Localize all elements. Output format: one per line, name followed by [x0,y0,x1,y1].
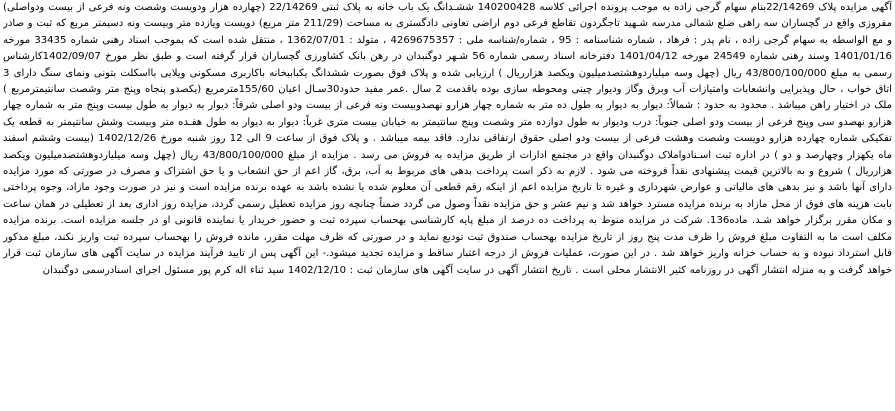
auction-notice [3,0,892,411]
auction-notice-text: آگهی مزایده پلاک 22/14269بنام سهام گرجی زاده به موجب پرونده اجرائی کلاسه 140200428 ششـدانگ یک باب خانه به پلاک ثبتی 22/14269 (چهارده هزار ودویست وشصت ونه فرعی از بیست ودواصلی) مفروزی واقع در گچساران سه راهی ضلع شمالی مدرسه شـهید تاجگردون تقاطع فرعی دوم اراضی تعاونی دادگستری به مساحت (211/29 متر مربع) دویست ویازده متر وبیست ونه دسیمتر مربع که ثبت و صادر و مع الواسطه به سهام گرجی زاده ، نام پدر : فرهاد ، شماره شناسنامه : 95 ، شماره/شناسه ملی : 4269675357 ، متولد : 1362/07/01 ، منتقل شده است که بموجب اسناد رهنی شماره 33435 مورخه 1401/01/16 وسند رهنی شماره 24549 مورخه 1401/04/12 دفترخانه اسناد رسمی شماره 56 شـهر دوگنبدان در رهن بانک کشاورزی گچساران قرار گرفته است و طبق نظر مورخ 1402/09/07کارشناس رسمی به مبلغ 43/800/100/000 ریال (چهل وسه میلیاردوهشتصدمیلیون ویکصد هزارریال ) ارزیابی شده و پلاک فوق بصورت ششدانگ یکباببخانه باکاربری مسکونی ویلایی بااسکلت بتونی ونمای سنگ دارای 3 اتاق خواب ، حال وپذیرایی وانشعابات وامتیازات آب وبرق وگاز ودیوار چینی ومحوطه سازی بوده باقدمت 2 سال .عمر مفید حدود30سـال اعیان 155/60مترمربع (یکصدو پنجاه وپنج متر وشصت سانتیمترمربع ) ملک در اختیار راهن میباشد . محدود به حدود : شمالاً: دیوار به دیوار به طول ده متر به شماره چهار هزارو نهصدوبیست ونه فرعی از بیست ودو اصلی شرقاً: دیوار به دیوار به طول بیست وپنج متر به شماره چهار هزارو نهصدو سی وپنج فرعی از بیست ودو اصلی جنوباً: درب وديوار به طول دوازده متر وشصت وپنج سانتیمتر به خیابان بیست متری غرباً: دیوار به دیوار به طول هفـده متر وبیست وشش سانتیمتر به قطعه یک تفکیکی شماره چهارده هزارو دویست وشصت وهشت فرعی از بیست ودو اصلی حقوق ارتفاقی ندارد. فاقد بیمه میباشد . و پلاک فوق از ساعت 9 الی 12 روز شنبه مورخ 1402/12/26 (بیست وششم اسفند ماه یکهزار وچهارصد و دو ) در اداره ثبت اسـنادواملاک دوگنبدان واقع در مجتمع ادارات از طریق مزایده به فروش می رسد . مزایده از مبلغ 43/800/100/000 ریال (چهل وسه میلیاردوهشتصدمیلیون ویکصد هزارریال ) شروع و به بالاترین قیمت پیشنهادی نقداً فروخته می شود . لازم به ذکر است پرداخت بدهی های مربوط به آب، برق، گاز اعم از حق انشعاب و یا حق اشتراک و مصرف در صورتی که مورد مزایده دارای آنها باشد و نیز بدهی های مالیاتی و عوارض شهرداری و غیره تا تاریخ مزایده اعم از اینکه رقم قطعی آن معلوم شده یا نشده باشد به عهده برنده مزایده است و نیز در صورت وجود مازاد، وجوه پرداختی بابت هزینه های فوق از محل مازاد به برنده مزایده مسترد خواهد شد و نیم عشر و حق مزایده نقداً وصول می گردد ضمناً چنانچه روز مزایده تعطیل رسمی گردد، مزایده روز اداری بعد از تعطیلی در همان ساعت و مکان مقرر برگزار خواهد شـد. ماده136. شرکت در مزایده منوط به پرداخت ده درصد از مبلغ پایه کارشناسی بهحساب سپرده ثبت و حضور خریدار یا نماینده قانونی او در جلسه مزایده است. برنده مزایده مکلف است ما به التفاوت مبلغ فروش را ظرف مدت پنج روز از تاریخ مزایده بهحساب صندوق ثبت تودیع نماید و در صورتی که ظرف مهلت مقرر، مانده فروش را بهحساب سپرده ثبت واریز نکند، مبلغ مذکور قابل استرداد نبوده و به حساب خزانه واریز خواهد شد . در این صورت، عملیات فروش از درجه اعتبار ساقط و مزایده تجدید میشود.- این آگهی پس از تایید فرآیند مزایده در سایت آگهی های سازمان ثبت قرار خواهد گرفت و به منزله انتشار آگهی در روزنامه کثیر الانتشار محلی است . تاریخ انتشار آگهی در سایت آگهی های سازمان ثبت : 1402/12/10 سید ثناء اله کرم پور مسئول اجرای اسنادرسمی دوگنبدان [3,2,892,276]
